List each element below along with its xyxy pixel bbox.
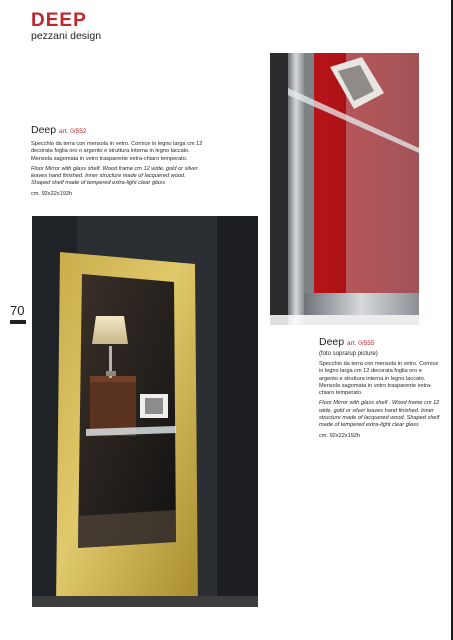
main-photo-illustration bbox=[32, 216, 258, 607]
product-photo-main bbox=[32, 216, 258, 607]
product-2-subtitle: (foto sopra/up picture) bbox=[319, 351, 378, 357]
product-2-article: art. 0/555 bbox=[347, 340, 375, 347]
product-1-article: art. 0/552 bbox=[59, 128, 87, 135]
product-description-block-2 bbox=[319, 336, 441, 440]
product-photo-detail bbox=[270, 53, 419, 325]
product-1-description-en: Floor Mirror with glass shelf. Wood frame cm 12 wide, gold or silver leaves hand finished. Inner structure made of lacquered wood. Shaped shelf made of tempered extra-light clear glass bbox=[31, 165, 198, 187]
product-1-description-it: Specchio da terra con mensola in vetro. Cornice in legno larga cm 12 decorata foglia oro o argento e struttura interna in legno laccato. Mensola sagomata in vetro trasparente extra-chiaro temperato. bbox=[31, 141, 203, 162]
page-number-bar bbox=[10, 320, 26, 324]
product-2-name: Deep bbox=[319, 336, 345, 348]
product-description-block-1 bbox=[31, 124, 203, 198]
page-number: 70 bbox=[10, 303, 25, 318]
brand-title: DEEP bbox=[31, 10, 87, 31]
product-2-dimensions: cm. 92x22x192h bbox=[319, 432, 361, 439]
product-1-title bbox=[31, 124, 203, 138]
product-2-description-en: Floor Mirror with glass shelf . Wood frame cm 12 wide, gold or silver leaves hand finished. Inner structure made of lacquered wood. Shaped shelf made of tempered extra-light clear glass bbox=[319, 400, 440, 429]
product-2-title bbox=[319, 336, 441, 350]
product-1-name: Deep bbox=[31, 124, 57, 136]
product-1-dimensions: cm. 92x22x192h bbox=[31, 190, 73, 197]
product-2-description-it: Specchio da terra con mensola in vetro. Cornice in legno larga cm 12 decorata foglia oro e argento e struttura interna in legno laccato. Mensola sagomata in vetro trasparente extra-chiaro temperato. bbox=[319, 361, 439, 397]
brand-subtitle: pezzani design bbox=[31, 30, 102, 42]
brand-header bbox=[31, 12, 101, 42]
detail-photo-illustration bbox=[270, 53, 419, 325]
